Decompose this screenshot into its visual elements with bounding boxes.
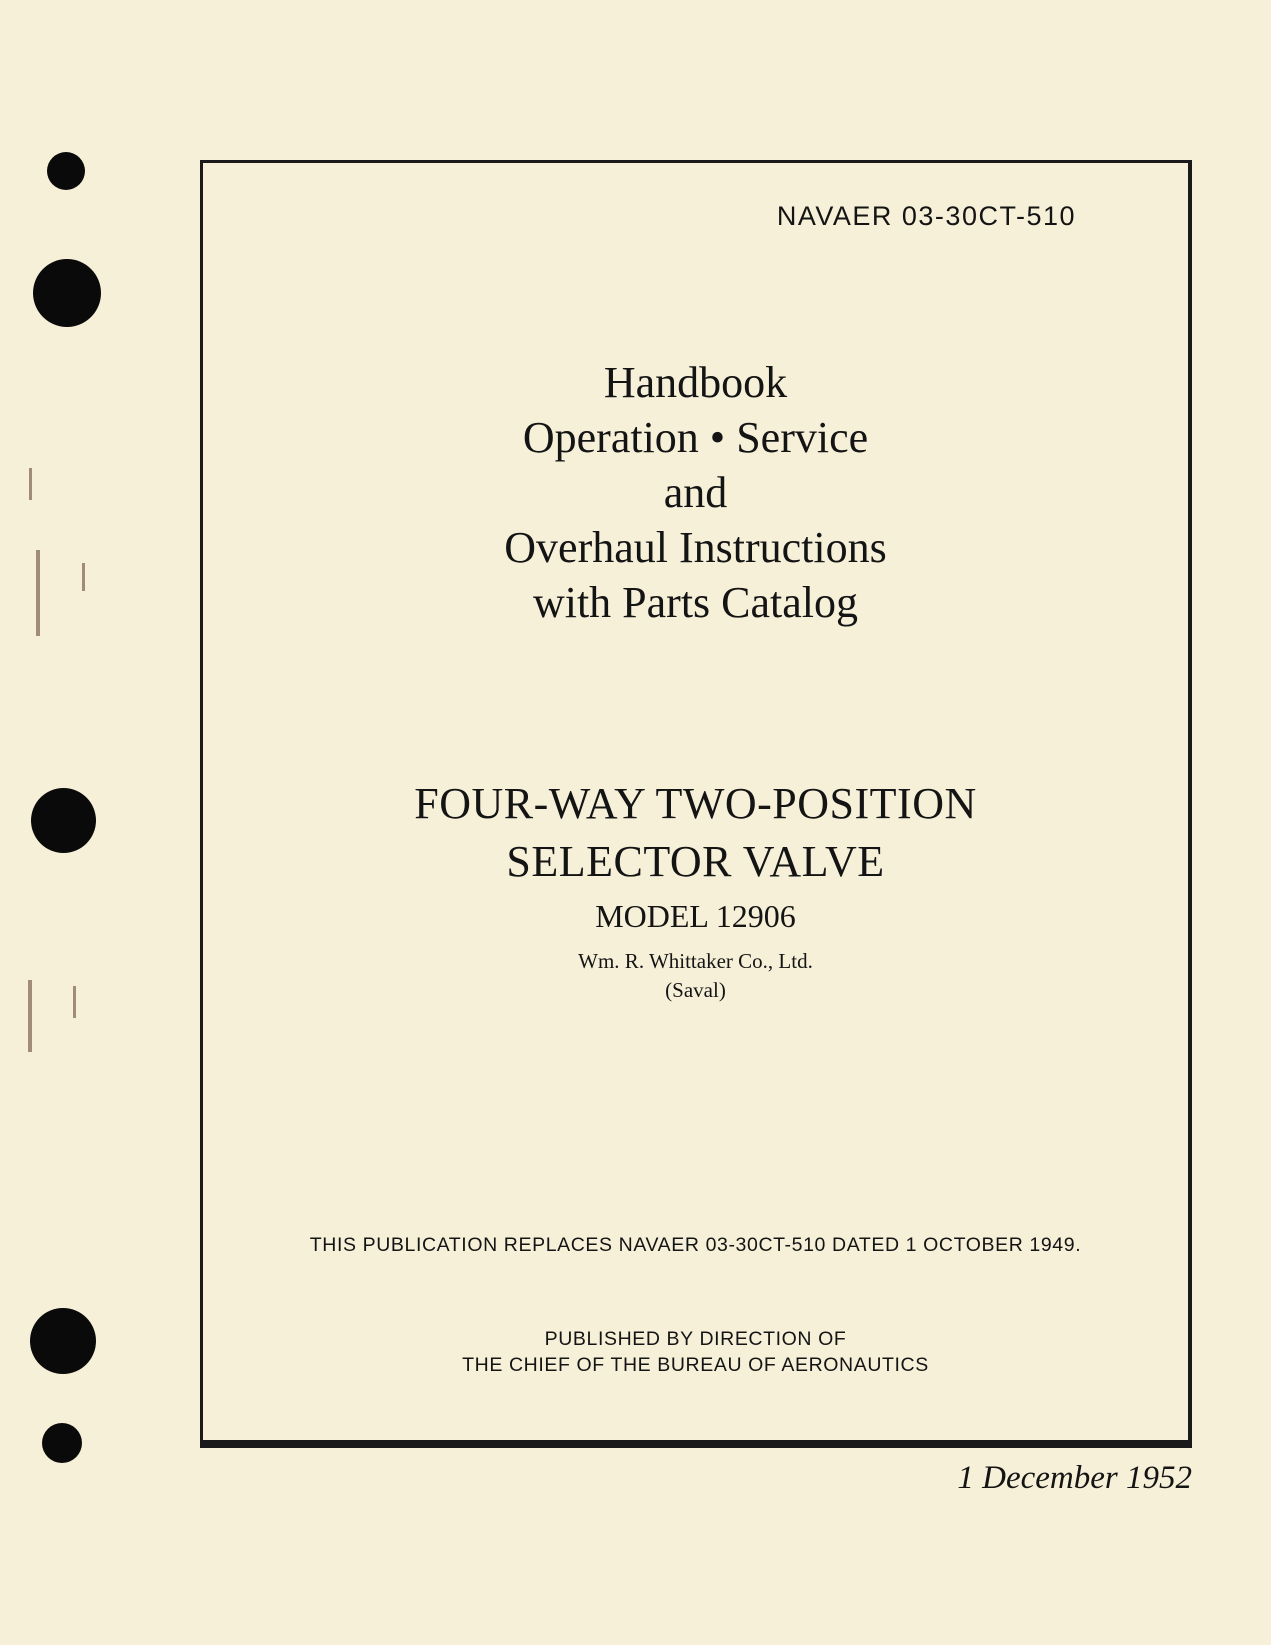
publication-number: NAVAER 03-30CT-510 [776,201,1076,231]
subject-block [203,775,1188,1004]
published-by [203,1326,1188,1378]
title-line: Overhaul Instructions [504,523,887,572]
punch-hole-1 [47,152,85,190]
cover-frame [200,160,1192,1448]
handbook-title [203,355,1188,630]
title-line: and [663,468,728,517]
replacement-notice: THIS PUBLICATION REPLACES NAVAER 03-30CT-510 DATED 1 OCTOBER 1949. [309,1234,1082,1256]
published-by-line: PUBLISHED BY DIRECTION OF [544,1328,847,1350]
scan-mark [82,563,85,591]
scan-mark [36,550,40,636]
punch-hole-3 [31,788,96,853]
punch-hole-5 [42,1423,82,1463]
manufacturer-alt: (Saval) [665,978,726,1002]
scan-mark [29,468,32,500]
title-line: with Parts Catalog [532,578,859,627]
model-number: MODEL 12906 [595,898,796,934]
published-by-line: THE CHIEF OF THE BUREAU OF AERONAUTICS [462,1354,929,1376]
title-line: Operation • Service [522,413,869,462]
punch-hole-4 [30,1308,96,1374]
scan-mark [28,980,32,1052]
manufacturer: Wm. R. Whittaker Co., Ltd. [578,949,813,973]
title-line: Handbook [603,358,788,407]
punch-hole-2 [33,259,101,327]
scan-mark [73,986,76,1018]
issue-date: 1 December 1952 [957,1460,1192,1496]
subject-line: SELECTOR VALVE [506,837,885,886]
subject-line: FOUR-WAY TWO-POSITION [414,779,977,828]
